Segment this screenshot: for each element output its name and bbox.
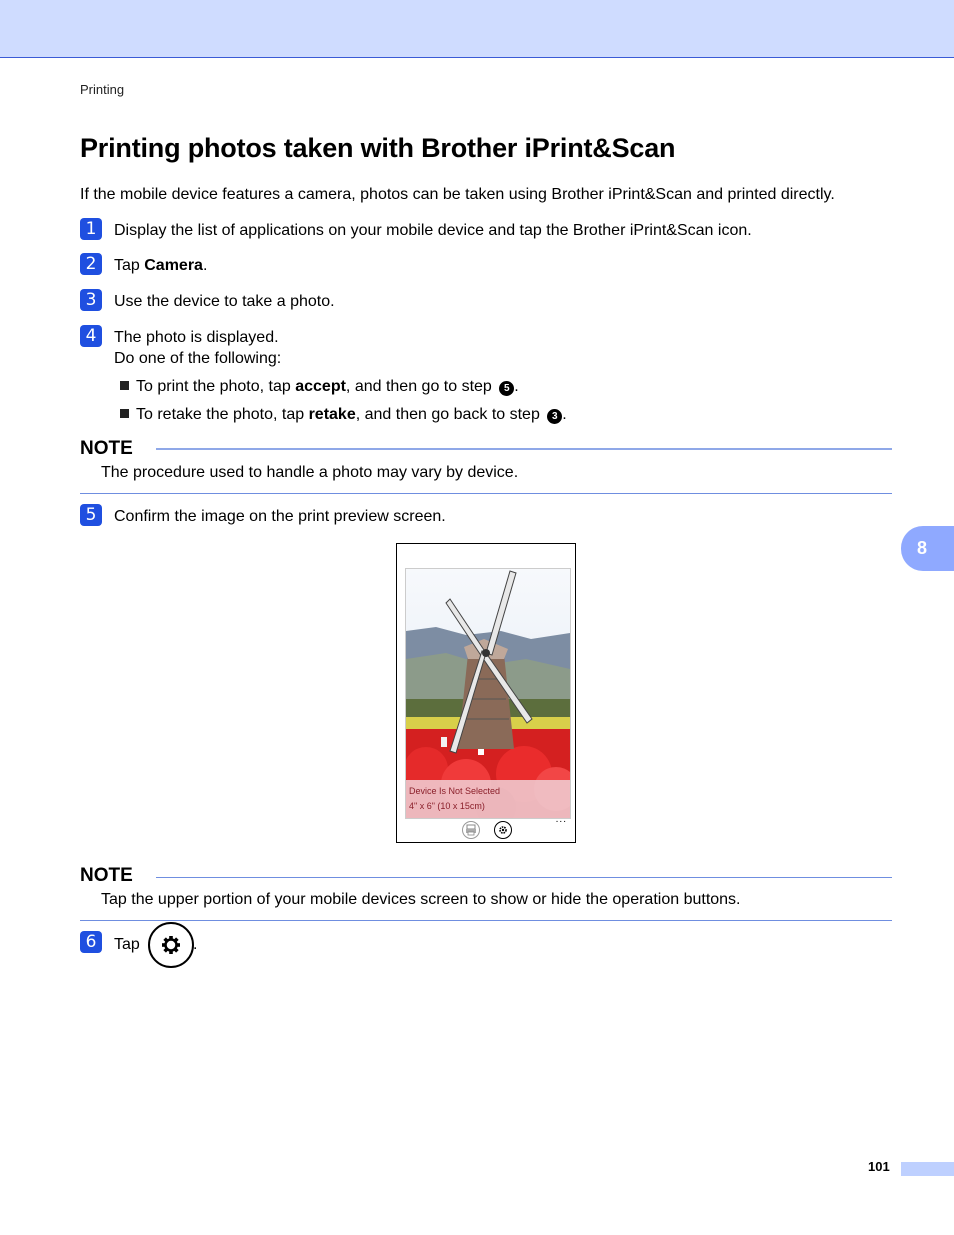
step-number: 5	[80, 504, 102, 526]
bullet-item: To retake the photo, tap retake, and then go back to step 3 .	[120, 404, 567, 425]
chapter-tab: 8	[901, 526, 954, 571]
breadcrumb: Printing	[80, 82, 125, 97]
gear-icon	[150, 924, 192, 966]
note-heading: NOTE	[80, 865, 133, 886]
printer-icon	[463, 822, 479, 838]
step-reference: 5	[499, 381, 514, 396]
print-button[interactable]	[462, 821, 480, 839]
page-number: 101	[868, 1159, 890, 1174]
step-number: 1	[80, 218, 102, 240]
gear-icon	[495, 822, 511, 838]
page-number-bar	[901, 1162, 954, 1176]
note-text: The procedure used to handle a photo may vary by device.	[101, 464, 519, 481]
step-6-period: .	[193, 936, 198, 953]
step-number: 6	[80, 931, 102, 953]
note-heading: NOTE	[80, 438, 133, 459]
step-2-text: Tap Camera.	[114, 257, 208, 274]
step-number: 2	[80, 253, 102, 275]
step-5-text: Confirm the image on the print preview screen.	[114, 508, 446, 525]
note-text: Tap the upper portion of your mobile devices screen to show or hide the operation buttons.	[101, 891, 741, 908]
step-6-text: Tap	[114, 936, 140, 953]
more-menu[interactable]: ...	[555, 814, 567, 825]
note-rule	[80, 920, 892, 921]
bullet-square-icon	[120, 409, 129, 418]
note-rule	[156, 877, 892, 878]
step-1-text: Display the list of applications on your mobile device and tap the Brother iPrint&Scan icon.	[114, 222, 752, 239]
page-title: Printing photos taken with Brother iPrint&Scan	[80, 133, 676, 163]
step-4-line1: The photo is displayed.	[114, 329, 279, 346]
note-rule	[80, 493, 892, 494]
device-status: Device Is Not Selected	[409, 786, 501, 796]
settings-button[interactable]	[494, 821, 512, 839]
step-number: 3	[80, 289, 102, 311]
note-rule	[156, 448, 892, 450]
step-4-line2: Do one of the following:	[114, 350, 282, 367]
bullet-square-icon	[120, 381, 129, 390]
device-status-overlay[interactable]	[406, 780, 570, 818]
bullet-item: To print the photo, tap accept, and then go to step 5 .	[120, 376, 519, 397]
header-band	[0, 0, 954, 58]
step-reference: 3	[547, 409, 562, 424]
paper-size: 4" x 6" (10 x 15cm)	[409, 801, 485, 811]
step-3-text: Use the device to take a photo.	[114, 293, 335, 310]
intro-paragraph: If the mobile device features a camera, photos can be taken using Brother iPrint&Scan and printed directly.	[80, 186, 835, 203]
windmill-photo	[405, 568, 571, 819]
settings-button-illustration	[148, 922, 194, 968]
print-preview-screen	[396, 543, 576, 843]
step-number: 4	[80, 325, 102, 347]
